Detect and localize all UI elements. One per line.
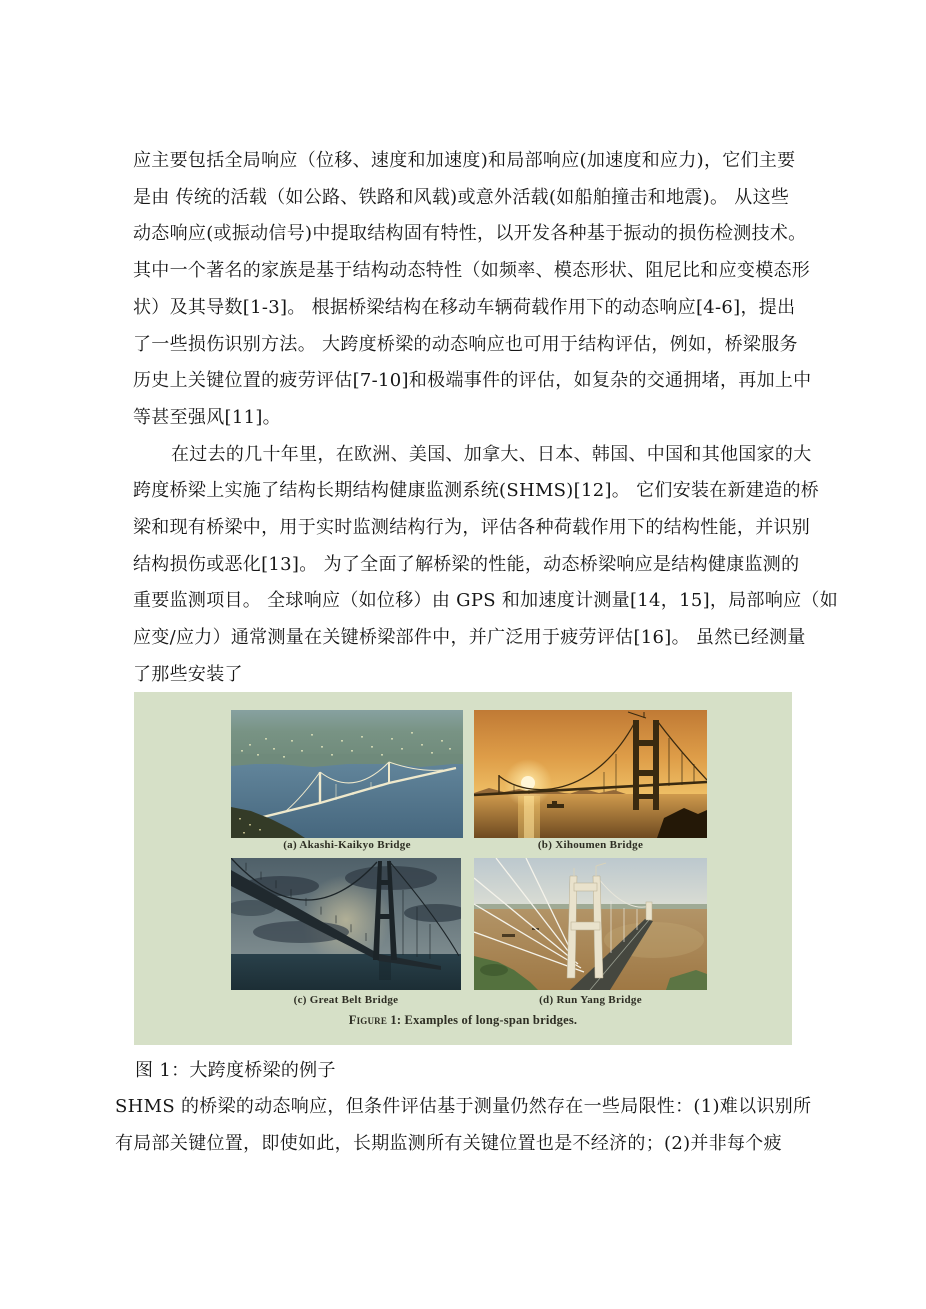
text-line: 历史上关键位置的疲劳评估[7-10]和极端事件的评估，如复杂的交通拥堵，再加上中 xyxy=(133,370,812,392)
text-line: 有局部关键位置，即使如此，长期监测所有关键位置也是不经济的；(2)并非每个疲 xyxy=(115,1132,782,1154)
text-line: 了那些安装了 xyxy=(133,663,243,685)
photo-caption-b: (b) Xihoumen Bridge xyxy=(537,839,644,851)
text-line: 跨度桥梁上实施了结构长期结构健康监测系统(SHMS)[12]。 它们安装在新建造的桥 xyxy=(133,480,820,502)
photo-caption-c: (c) Great Belt Bridge xyxy=(293,994,399,1006)
body-text-continued xyxy=(115,1089,860,1162)
text-line: 动态响应(或振动信号)中提取结构固有特性，以开发各种基于振动的损伤检测技术。 xyxy=(133,223,807,245)
photo-xihoumen-bridge xyxy=(474,710,707,838)
xihoumen-photo-svg xyxy=(474,710,707,838)
akashi-kaikyo-photo-svg xyxy=(231,710,463,838)
figure-caption-text: Examples of long-span bridges. xyxy=(401,1013,578,1027)
great-belt-photo-svg xyxy=(231,858,461,990)
figure-caption xyxy=(134,1013,792,1028)
text-line: 是由 传统的活载（如公路、铁路和风载)或意外活载(如船舶撞击和地震)。 从这些 xyxy=(133,186,790,208)
text-line: 在过去的几十年里，在欧洲、美国、加拿大、日本、韩国、中国和其他国家的大 xyxy=(171,443,812,465)
text-line: 其中一个著名的家族是基于结构动态特性（如频率、模态形状、阻尼比和应变模态形 xyxy=(133,260,811,282)
text-line: 应主要包括全局响应（位移、速度和加速度)和局部响应(加速度和应力)，它们主要 xyxy=(133,150,796,171)
text-line: SHMS 的桥梁的动态响应，但条件评估基于测量仍然存在一些局限性：(1)难以识别所 xyxy=(115,1096,812,1117)
photo-great-belt-bridge xyxy=(231,858,461,990)
text-line: 状）及其导数[1-3]。 根据桥梁结构在移动车辆荷载作用下的动态响应[4-6]，提出 xyxy=(133,296,796,318)
photo-caption-a: (a) Akashi-Kaikyo Bridge xyxy=(283,839,411,851)
body-text xyxy=(133,143,839,694)
figure-caption-label: Figure 1: xyxy=(348,1013,402,1027)
text-line: 梁和现有桥梁中，用于实时监测结构行为，评估各种荷载作用下的结构性能，并识别 xyxy=(133,517,811,539)
photo-akashi-kaikyo-bridge xyxy=(231,710,463,838)
text-line: 结构损伤或恶化[13]。 为了全面了解桥梁的性能，动态桥梁响应是结构健康监测的 xyxy=(133,553,800,575)
text-line: 重要监测项目。 全球响应（如位移）由 GPS 和加速度计测量[14，15]，局部响应（如 xyxy=(133,590,839,612)
figure-caption-chinese xyxy=(135,1053,336,1090)
text-line: 图 1：大跨度桥梁的例子 xyxy=(135,1060,336,1081)
text-line: 了一些损伤识别方法。 大跨度桥梁的动态响应也可用于结构评估，例如，桥梁服务 xyxy=(133,333,798,355)
photo-run-yang-bridge xyxy=(474,858,707,990)
figure-1-panel xyxy=(134,692,792,1045)
text-line: 应变/应力）通常测量在关键桥梁部件中，并广泛用于疲劳评估[16]。 虽然已经测量 xyxy=(133,627,806,649)
photo-caption-d: (d) Run Yang Bridge xyxy=(539,994,642,1006)
text-line: 等甚至强风[11]。 xyxy=(133,406,281,428)
run-yang-photo-svg xyxy=(474,858,707,990)
